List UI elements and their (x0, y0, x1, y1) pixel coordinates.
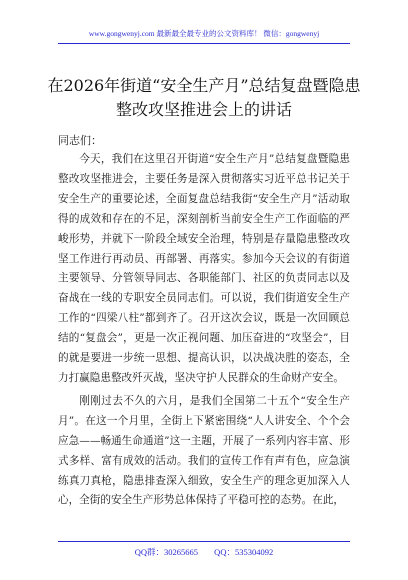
document-title: 在2026年街道“安全生产月”总结复盘暨隐患整改攻坚推进会上的讲话 (47, 76, 361, 119)
footer-divider (58, 541, 350, 542)
header-divider (58, 43, 350, 44)
page-footer: QQ群：30265665 QQ：535304092 (134, 547, 274, 557)
document-body (58, 150, 350, 514)
page-header: www.gongwenyj.com 最新最全最专业的公文资料库！ 微信：gongwenyj (88, 29, 320, 38)
body-paragraph: 刚刚过去不久的六月，是我们全国第二十五个“安全生产月”。在这一个月里，全街上下紧密围绕“人人讲安全、个个会应急——畅通生命通道”这一主题，开展了一系列内容丰富、形式多样、富有成效的活动。我们的宣传工作有声有色，应急演练真刀真枪，隐患排查深入细致，安全生产的理念更加深入人心，全街的安全生产形势总体保持了平稳可控的态势。在此， (58, 394, 350, 507)
body-paragraph: 今天，我们在这里召开街道“安全生产月”总结复盘暨隐患整改攻坚推进会，主要任务是深入贯彻落实习近平总书记关于安全生产的重要论述，全面复盘总结我街“安全生产月”活动取得的成效和存在的不足，深刻剖析当前安全生产工作面临的严峻形势，并就下一阶段全域安全治理，特别是存量隐患整改攻坚工作进行再动员、再部署、再落实。参加今天会议的有街道主要领导、分管领导同志、各职能部门、社区的负责同志以及奋战在一线的专职安全员同志们。可以说，我们街道安全生产工作的“四梁八柱”都到齐了。召开这次会议，既是一次回顾总结的“复盘会”，更是一次正视问题、加压奋进的“攻坚会”，目的就是要进一步统一思想、提高认识，以决战决胜的姿态，全力打赢隐患整改歼灭战，坚决守护人民群众的生命财产安全。 (58, 153, 350, 384)
salutation: 同志们： (58, 134, 102, 147)
